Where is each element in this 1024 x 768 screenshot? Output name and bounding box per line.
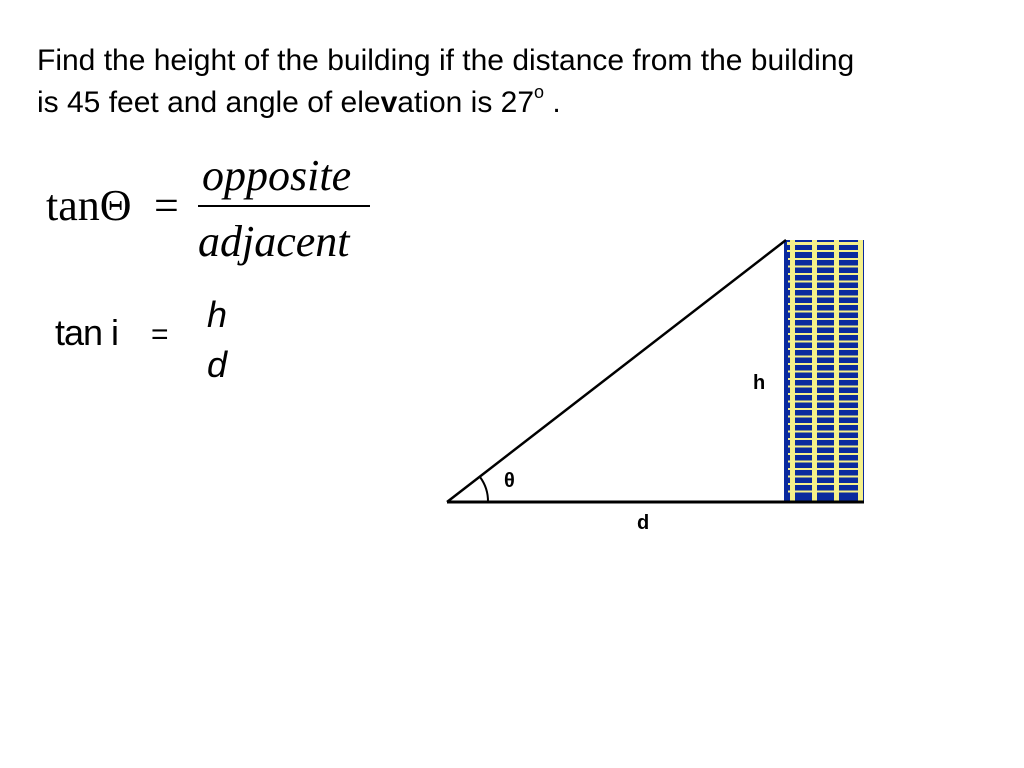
building-window-bar bbox=[788, 446, 862, 448]
problem-line-2-part1: is 45 feet and angle of ele bbox=[37, 86, 381, 119]
building-window-bar bbox=[788, 311, 862, 313]
angle-label: θ bbox=[504, 470, 515, 492]
building-window-bar bbox=[788, 453, 862, 455]
building-window-bar bbox=[788, 356, 862, 358]
formula1-equals: = bbox=[154, 181, 179, 230]
height-label: h bbox=[753, 372, 766, 394]
formula1-fraction-bar bbox=[198, 205, 370, 207]
building-window-bar bbox=[788, 288, 862, 290]
building-window-bar bbox=[788, 416, 862, 418]
building-window-bar bbox=[788, 386, 862, 388]
tangent-hd-formula bbox=[55, 296, 255, 386]
formula2-numerator: h bbox=[207, 294, 228, 335]
building-window-bar bbox=[788, 281, 862, 283]
problem-statement bbox=[37, 40, 997, 124]
problem-line-2-part2: ation is 27 bbox=[397, 86, 535, 119]
building-window-bar bbox=[788, 348, 862, 350]
building-window-bar bbox=[788, 401, 862, 403]
building-window-bar bbox=[788, 491, 862, 493]
tangent-definition-formula bbox=[46, 150, 386, 270]
building-triangle-diagram bbox=[440, 230, 880, 540]
angle-arc bbox=[480, 477, 488, 502]
distance-label: d bbox=[637, 512, 650, 534]
building-window-bar bbox=[788, 483, 862, 485]
building-window-bar bbox=[788, 408, 862, 410]
building-window-bar bbox=[788, 371, 862, 373]
building-window-bar bbox=[788, 461, 862, 463]
formula1-denominator: adjacent bbox=[198, 217, 350, 266]
building-top-band bbox=[787, 250, 861, 252]
building-window-bar bbox=[788, 333, 862, 335]
building-window-bar bbox=[788, 438, 862, 440]
building-window-bar bbox=[788, 423, 862, 425]
formula2-equals: = bbox=[151, 318, 169, 351]
building-top-band bbox=[787, 242, 861, 245]
building-window-bar bbox=[788, 476, 862, 478]
hypotenuse-line bbox=[447, 240, 786, 502]
building-window-bar bbox=[788, 296, 862, 298]
building-window-bar bbox=[788, 341, 862, 343]
building-window-bar bbox=[788, 378, 862, 380]
formula2-denominator: d bbox=[207, 344, 228, 385]
building-window-bar bbox=[788, 468, 862, 470]
formula2-lhs: tan i bbox=[55, 312, 119, 353]
building-window-bar bbox=[788, 363, 862, 365]
problem-line-2-bold: v bbox=[380, 86, 398, 119]
building-window-bar bbox=[788, 318, 862, 320]
building-window-bar bbox=[788, 326, 862, 328]
building-window-bar bbox=[788, 258, 862, 260]
problem-line-2-end: . bbox=[544, 86, 561, 119]
building-window-bar bbox=[788, 393, 862, 395]
building-window-bar bbox=[788, 303, 862, 305]
problem-line-2 bbox=[37, 82, 997, 124]
problem-line-1: Find the height of the building if the distance from the building bbox=[37, 44, 855, 77]
building-window-bar bbox=[788, 273, 862, 275]
formula1-lhs: tanΘ bbox=[46, 181, 132, 230]
formula1-numerator: opposite bbox=[202, 151, 352, 200]
building-window-bar bbox=[788, 266, 862, 268]
building-window-bar bbox=[788, 431, 862, 433]
degree-symbol: o bbox=[534, 82, 545, 102]
